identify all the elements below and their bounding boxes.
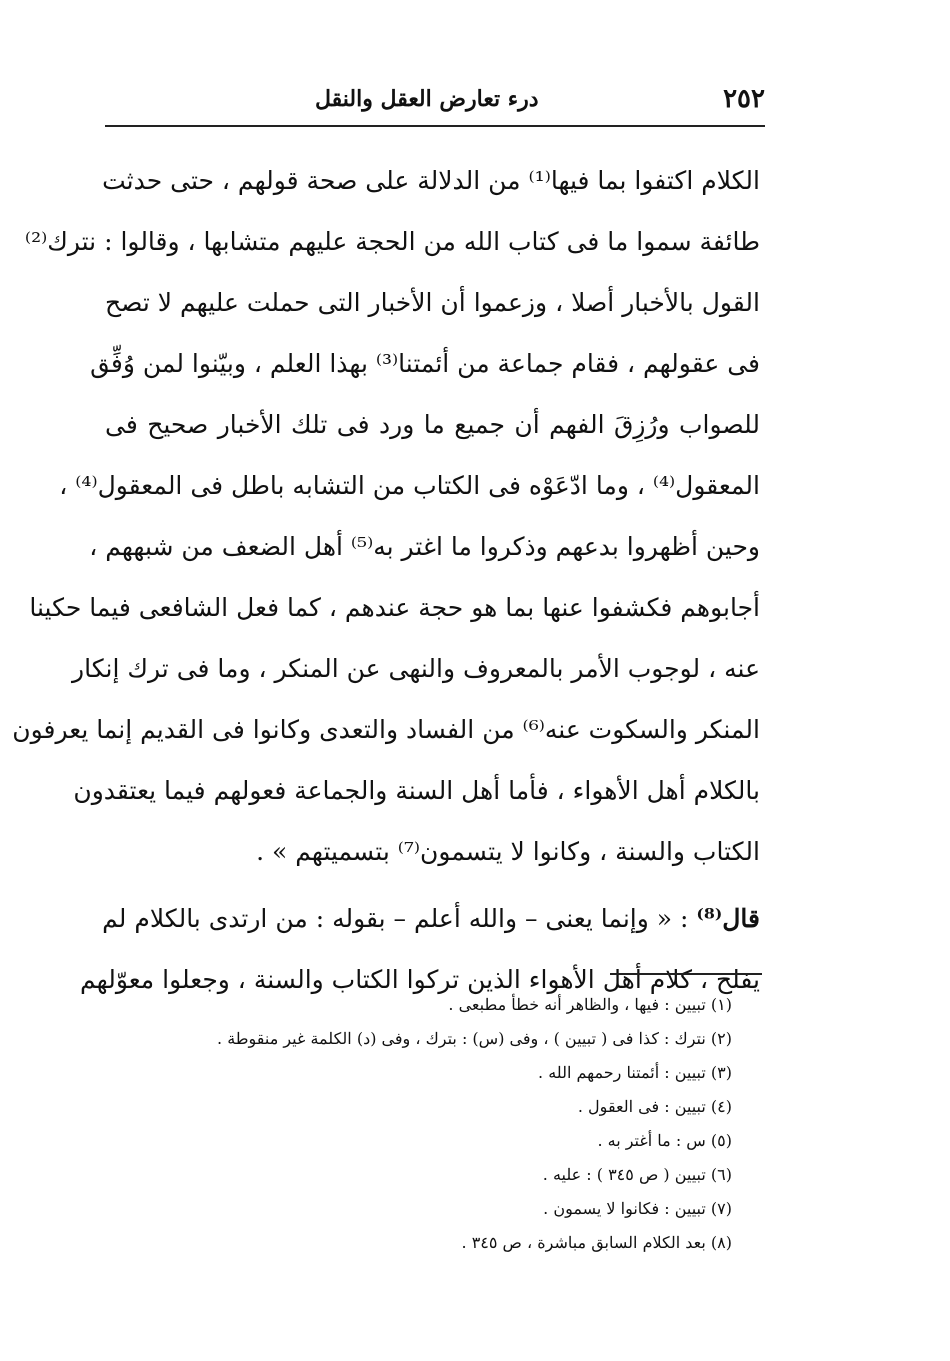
text-line: عنه ، لوجوب الأمر بالمعروف والنهى عن المنكر ، وما فى ترك إنكار xyxy=(72,654,760,683)
footnote: (٧) تبيين : فكانوا لا يسمون . xyxy=(543,1199,732,1218)
footnote: (٨) بعد الكلام السابق مباشرة ، ص ٣٤٥ . xyxy=(461,1233,732,1252)
quote-speaker: قال⁽⁸⁾ xyxy=(696,904,760,933)
footnote: (٢) نترك : كذا فى ( تبيين ) ، وفى (س) : بترك ، وفى (د) الكلمة غير منقوطة . xyxy=(217,1029,732,1048)
footnote: (١) تبيين : فيها ، والظاهر أنه خطأ مطبعى . xyxy=(448,995,732,1014)
text-line: المنكر والسكوت عنه⁽⁶⁾ من الفساد والتعدى وكانوا فى القديم إنما يعرفون xyxy=(12,715,760,744)
page-header xyxy=(105,84,765,124)
quote-line xyxy=(102,888,760,949)
running-title: درء تعارض العقل والنقل xyxy=(315,86,539,112)
footnote: (٣) تبيين : أئمتنا رحمهم الله . xyxy=(538,1063,732,1082)
text-line: أجابوهم فكشفوا عنها بما هو حجة عندهم ، كما فعل الشافعى فيما حكينا xyxy=(29,593,760,622)
text-line: القول بالأخبار أصلا ، وزعموا أن الأخبار التى حملت عليهم لا تصح xyxy=(105,288,760,317)
text-line: يفلح ، كلام أهل الأهواء الذين تركوا الكتاب والسنة ، وجعلوا معوّلهم xyxy=(80,965,760,994)
quote-text: : « وإنما يعنى – والله أعلم – بقوله : من ارتدى بالكلام لم xyxy=(102,904,689,933)
page-number: ٢٥٢ xyxy=(723,84,765,114)
text-line: طائفة سموا ما فى كتاب الله من الحجة عليهم متشابها ، وقالوا : نترك⁽²⁾ xyxy=(24,227,760,256)
footnotes xyxy=(132,988,732,1260)
footnote: (٦) تبيين ( ص ٣٤٥ ) : عليه . xyxy=(542,1165,732,1184)
text-line: للصواب ورُزِقَ الفهم أن جميع ما ورد فى تلك الأخبار صحيح فى xyxy=(105,410,760,439)
text-line: المعقول⁽⁴⁾ ، وما ادّعَوْه فى الكتاب من التشابه باطل فى المعقول⁽⁴⁾ ، xyxy=(59,471,760,500)
footnote: (٥) س : ما أغتر به . xyxy=(597,1131,732,1150)
text-line: فى عقولهم ، فقام جماعة من أئمتنا⁽³⁾ بهذا العلم ، وبيّنوا لمن وُفِّق xyxy=(90,349,760,378)
main-text xyxy=(12,150,760,1010)
footnote: (٤) تبيين : فى العقول . xyxy=(577,1097,732,1116)
text-line: الكلام اكتفوا بما فيها⁽¹⁾ من الدلالة على صحة قولهم ، حتى حدثت xyxy=(102,166,760,195)
footnote-divider xyxy=(610,973,762,975)
text-line: الكتاب والسنة ، وكانوا لا يتسمون⁽⁷⁾ بتسميتهم » . xyxy=(256,837,760,866)
header-divider xyxy=(105,125,765,127)
text-line: وحين أظهروا بدعهم وذكروا ما اغتر به⁽⁵⁾ أهل الضعف من شبههم ، xyxy=(89,532,760,561)
text-line: بالكلام أهل الأهواء ، فأما أهل السنة والجماعة فعولهم فيما يعتقدون xyxy=(73,776,760,805)
